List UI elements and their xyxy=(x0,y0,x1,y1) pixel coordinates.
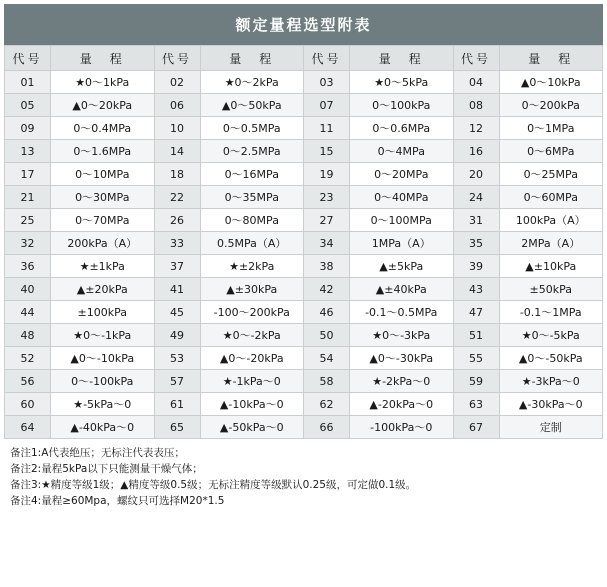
table-row xyxy=(5,278,603,301)
table-row xyxy=(5,255,603,278)
cell-code: 24 xyxy=(453,186,499,209)
cell-range: ★0～-5kPa xyxy=(499,324,603,347)
cell-code: 01 xyxy=(5,71,51,94)
cell-range: ▲0～-20kPa xyxy=(200,347,304,370)
cell-code: 20 xyxy=(453,163,499,186)
cell-code: 57 xyxy=(154,370,200,393)
range-table xyxy=(4,45,603,439)
cell-range: ▲±30kPa xyxy=(200,278,304,301)
table-row xyxy=(5,416,603,439)
cell-code: 58 xyxy=(304,370,350,393)
cell-range: 0.5MPa（A） xyxy=(200,232,304,255)
cell-code: 17 xyxy=(5,163,51,186)
cell-code: 61 xyxy=(154,393,200,416)
cell-range: ★±2kPa xyxy=(200,255,304,278)
cell-range: ★0～-2kPa xyxy=(200,324,304,347)
cell-range: ★-1kPa～0 xyxy=(200,370,304,393)
cell-range: 200kPa（A） xyxy=(51,232,155,255)
cell-code: 25 xyxy=(5,209,51,232)
header-range-3: 量 程 xyxy=(350,46,454,71)
cell-range: ▲0～10kPa xyxy=(499,71,603,94)
cell-code: 31 xyxy=(453,209,499,232)
cell-code: 04 xyxy=(453,71,499,94)
cell-code: 59 xyxy=(453,370,499,393)
table-row xyxy=(5,370,603,393)
cell-code: 12 xyxy=(453,117,499,140)
table-row xyxy=(5,393,603,416)
note-line-3: 备注3:★精度等级1级；▲精度等级0.5级；无标注精度等级默认0.25级，可定做0.1级。 xyxy=(10,479,417,491)
note-line-2: 备注2:量程5kPa以下只能测量干燥气体； xyxy=(10,463,203,475)
cell-range: 0～4MPa xyxy=(350,140,454,163)
cell-code: 44 xyxy=(5,301,51,324)
cell-code: 55 xyxy=(453,347,499,370)
cell-code: 56 xyxy=(5,370,51,393)
cell-range: 0～10MPa xyxy=(51,163,155,186)
cell-code: 32 xyxy=(5,232,51,255)
cell-range: 0～1.6MPa xyxy=(51,140,155,163)
cell-range: 0～20MPa xyxy=(350,163,454,186)
cell-range: ±100kPa xyxy=(51,301,155,324)
cell-code: 60 xyxy=(5,393,51,416)
cell-code: 06 xyxy=(154,94,200,117)
cell-code: 18 xyxy=(154,163,200,186)
cell-code: 08 xyxy=(453,94,499,117)
cell-range: ▲±20kPa xyxy=(51,278,155,301)
cell-range: ★-2kPa～0 xyxy=(350,370,454,393)
cell-code: 34 xyxy=(304,232,350,255)
cell-range: ▲0～-50kPa xyxy=(499,347,603,370)
cell-range: ★0～2kPa xyxy=(200,71,304,94)
cell-code: 41 xyxy=(154,278,200,301)
cell-code: 33 xyxy=(154,232,200,255)
cell-range: ▲±10kPa xyxy=(499,255,603,278)
notes-block xyxy=(4,445,603,509)
cell-range: -0.1～1MPa xyxy=(499,301,603,324)
cell-range: ★0～5kPa xyxy=(350,71,454,94)
cell-range: 0～25MPa xyxy=(499,163,603,186)
table-row xyxy=(5,117,603,140)
cell-range: 0～0.4MPa xyxy=(51,117,155,140)
cell-range: 0～40MPa xyxy=(350,186,454,209)
cell-range: ★0～1kPa xyxy=(51,71,155,94)
cell-code: 40 xyxy=(5,278,51,301)
cell-range: ▲0～50kPa xyxy=(200,94,304,117)
cell-range: 1MPa（A） xyxy=(350,232,454,255)
cell-code: 11 xyxy=(304,117,350,140)
cell-code: 66 xyxy=(304,416,350,439)
cell-code: 36 xyxy=(5,255,51,278)
cell-code: 49 xyxy=(154,324,200,347)
cell-range: 0～35MPa xyxy=(200,186,304,209)
cell-code: 45 xyxy=(154,301,200,324)
cell-range: -100kPa～0 xyxy=(350,416,454,439)
cell-code: 46 xyxy=(304,301,350,324)
cell-code: 14 xyxy=(154,140,200,163)
cell-code: 23 xyxy=(304,186,350,209)
cell-range: ▲0～-30kPa xyxy=(350,347,454,370)
cell-code: 52 xyxy=(5,347,51,370)
note-line-4: 备注4:量程≥60Mpa，螺纹只可选择M20*1.5 xyxy=(10,495,225,507)
cell-range: ★±1kPa xyxy=(51,255,155,278)
table-body xyxy=(5,71,603,439)
cell-range: ▲-10kPa～0 xyxy=(200,393,304,416)
cell-code: 62 xyxy=(304,393,350,416)
cell-code: 09 xyxy=(5,117,51,140)
table-row xyxy=(5,186,603,209)
cell-range: ★-5kPa～0 xyxy=(51,393,155,416)
cell-code: 19 xyxy=(304,163,350,186)
cell-range: ±50kPa xyxy=(499,278,603,301)
cell-range: 0～6MPa xyxy=(499,140,603,163)
header-code-1: 代号 xyxy=(5,46,51,71)
cell-code: 22 xyxy=(154,186,200,209)
cell-code: 50 xyxy=(304,324,350,347)
table-row xyxy=(5,301,603,324)
cell-range: ▲-40kPa～0 xyxy=(51,416,155,439)
table-row xyxy=(5,140,603,163)
cell-range: ▲±5kPa xyxy=(350,255,454,278)
cell-code: 37 xyxy=(154,255,200,278)
cell-code: 10 xyxy=(154,117,200,140)
header-row xyxy=(5,46,603,71)
cell-code: 48 xyxy=(5,324,51,347)
cell-range: ▲-20kPa～0 xyxy=(350,393,454,416)
cell-code: 63 xyxy=(453,393,499,416)
cell-code: 67 xyxy=(453,416,499,439)
cell-range: 0～60MPa xyxy=(499,186,603,209)
header-code-4: 代号 xyxy=(453,46,499,71)
cell-code: 03 xyxy=(304,71,350,94)
cell-range: 0～-100kPa xyxy=(51,370,155,393)
cell-code: 26 xyxy=(154,209,200,232)
cell-code: 21 xyxy=(5,186,51,209)
cell-range: ▲±40kPa xyxy=(350,278,454,301)
spec-sheet xyxy=(4,4,603,579)
cell-code: 64 xyxy=(5,416,51,439)
note-line-1: 备注1:A代表绝压；无标注代表表压； xyxy=(10,447,185,459)
cell-code: 15 xyxy=(304,140,350,163)
cell-code: 27 xyxy=(304,209,350,232)
cell-range: 2MPa（A） xyxy=(499,232,603,255)
table-row xyxy=(5,209,603,232)
cell-range: ★0～-1kPa xyxy=(51,324,155,347)
header-range-1: 量 程 xyxy=(51,46,155,71)
header-range-4: 量 程 xyxy=(499,46,603,71)
cell-code: 02 xyxy=(154,71,200,94)
cell-range: ▲0～20kPa xyxy=(51,94,155,117)
cell-range: -0.1～0.5MPa xyxy=(350,301,454,324)
cell-range: 定制 xyxy=(499,416,603,439)
page-title: 额定量程选型附表 xyxy=(4,4,603,45)
cell-range: ▲0～-10kPa xyxy=(51,347,155,370)
cell-range: 0～16MPa xyxy=(200,163,304,186)
cell-range: 0～30MPa xyxy=(51,186,155,209)
cell-code: 39 xyxy=(453,255,499,278)
cell-code: 42 xyxy=(304,278,350,301)
cell-code: 35 xyxy=(453,232,499,255)
table-row xyxy=(5,71,603,94)
cell-range: ★-3kPa～0 xyxy=(499,370,603,393)
cell-range: 0～200kPa xyxy=(499,94,603,117)
header-range-2: 量 程 xyxy=(200,46,304,71)
cell-range: 0～0.5MPa xyxy=(200,117,304,140)
cell-code: 16 xyxy=(453,140,499,163)
cell-range: 0～70MPa xyxy=(51,209,155,232)
cell-code: 05 xyxy=(5,94,51,117)
cell-code: 43 xyxy=(453,278,499,301)
table-row xyxy=(5,324,603,347)
cell-code: 53 xyxy=(154,347,200,370)
cell-range: 0～0.6MPa xyxy=(350,117,454,140)
table-row xyxy=(5,94,603,117)
header-code-3: 代号 xyxy=(304,46,350,71)
cell-code: 51 xyxy=(453,324,499,347)
cell-range: 0～100MPa xyxy=(350,209,454,232)
cell-code: 13 xyxy=(5,140,51,163)
header-code-2: 代号 xyxy=(154,46,200,71)
table-row xyxy=(5,347,603,370)
cell-code: 07 xyxy=(304,94,350,117)
cell-range: ★0～-3kPa xyxy=(350,324,454,347)
cell-code: 38 xyxy=(304,255,350,278)
cell-code: 47 xyxy=(453,301,499,324)
cell-range: 100kPa（A） xyxy=(499,209,603,232)
table-row xyxy=(5,163,603,186)
table-row xyxy=(5,232,603,255)
cell-code: 54 xyxy=(304,347,350,370)
cell-range: 0～80MPa xyxy=(200,209,304,232)
table-header xyxy=(5,46,603,71)
cell-range: 0～2.5MPa xyxy=(200,140,304,163)
cell-code: 65 xyxy=(154,416,200,439)
cell-range: ▲-50kPa～0 xyxy=(200,416,304,439)
cell-range: -100～200kPa xyxy=(200,301,304,324)
cell-range: 0～100kPa xyxy=(350,94,454,117)
cell-range: ▲-30kPa～0 xyxy=(499,393,603,416)
cell-range: 0～1MPa xyxy=(499,117,603,140)
